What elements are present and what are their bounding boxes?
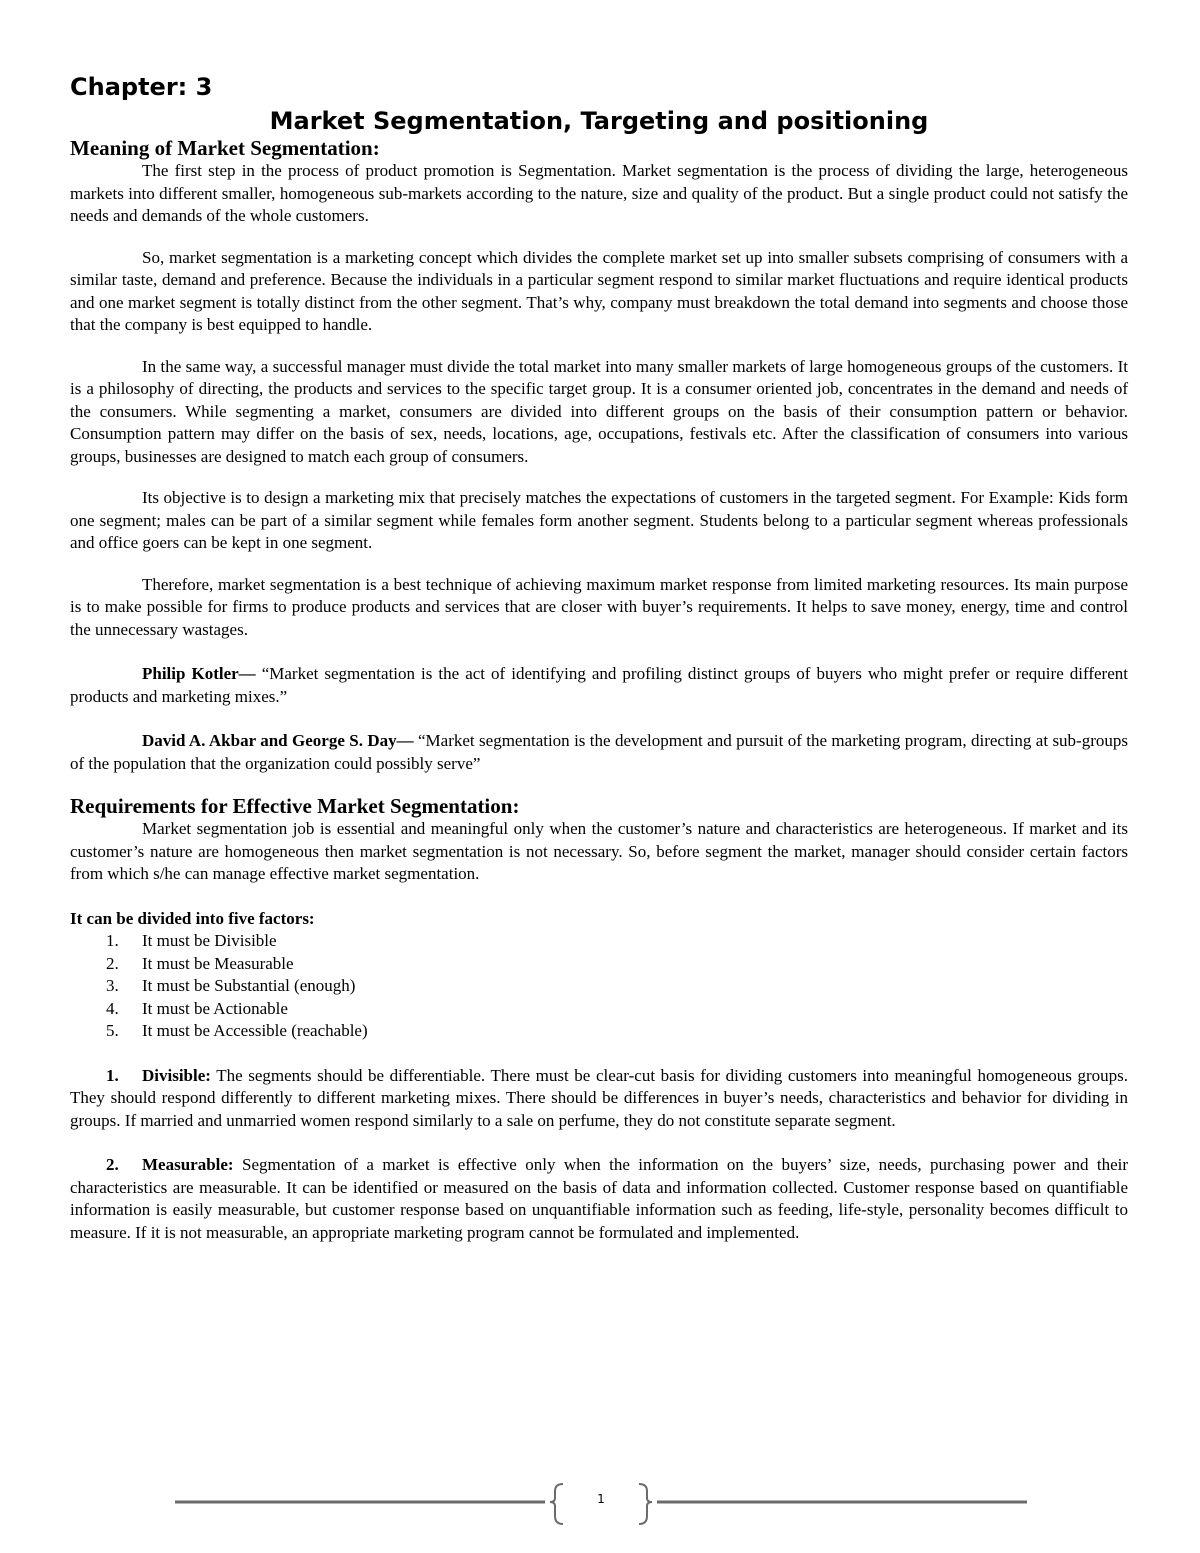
detail-number: 2. [106,1155,119,1174]
quote-author: David A. Akbar and George S. Day— [142,731,414,750]
list-number: 5. [106,1021,119,1040]
section-heading-requirements: Requirements for Effective Market Segmentation: [70,794,520,818]
paragraph: In the same way, a successful manager must divide the total market into many smaller markets of large homogeneous groups of the customers. It is a philosophy of directing, the products and services to the specific target group. It is a consumer oriented job, concentrates in the demand and needs of the consumers. While segmenting a market, consumers are divided into different groups on the basis of their consumption pattern or behavior. Consumption pattern may differ on the basis of sex, needs, locations, age, occupations, festivals etc. After the classification of consumers into various groups, businesses are designed to match each group of consumers. [70,356,1128,466]
list-item-text: It must be Divisible [142,931,277,950]
detail-term: Measurable: [142,1155,234,1174]
quote-text: “Market segmentation is the act of identifying and profiling distinct groups of buyers who might prefer or require different products and marketing mixes.” [70,664,1128,706]
factors-heading: It can be divided into five factors: [70,908,315,928]
list-item [70,953,1128,976]
quote-text: “Market segmentation is the development and pursuit of the marketing program, directing at sub-groups of the population that the organization could possibly serve” [70,731,1128,773]
list-number: 3. [106,976,119,995]
paragraph: So, market segmentation is a marketing concept which divides the complete market set up into smaller subsets comprising of consumers with a similar taste, demand and preference. Because the individuals in a particular segment respond to similar market fluctuations and require identical products and one market segment is totally distinct from the other segment. That’s why, company must breakdown the total demand into segments and choose those that the company is best equipped to handle. [70,247,1128,334]
detail-text: The segments should be differentiable. There must be clear-cut basis for dividing customers into meaningful homogeneous groups. They should respond differently to different marketing mixes. There should be differences in buyer’s needs, characteristics and behavior for dividing in groups. If married and unmarried women respond similarly to a sale on perfume, they do not constitute separate segment. [70,1065,1128,1130]
list-item [70,930,1128,953]
detail-number: 1. [106,1065,119,1085]
list-number: 1. [106,931,119,950]
list-item-text: It must be Substantial (enough) [142,976,356,995]
document-page [70,70,1128,1266]
page-number: 1 [597,1492,605,1506]
list-item-text: It must be Measurable [142,953,294,973]
factor-detail-measurable [70,1154,1128,1244]
paragraph: Its objective is to design a marketing mix that precisely matches the expectations of customers in the targeted segment. For Example: Kids form one segment; males can be part of a similar segment while females form another segment. Students belong to a particular segment whereas professionals and office goers can be kept in one segment. [70,488,1128,552]
detail-text: Segmentation of a market is effective only when the information on the buyers’ size, needs, purchasing power and their characteristics are measurable. It can be identified or measured on the basis of data and information collected. Customer response based on quantifiable information is easily measurable, but customer response based on unquantifiable information such as feeding, life-style, personality becomes difficult to measure. If it is not measurable, an appropriate marketing program cannot be formulated and implemented. [70,1155,1128,1242]
list-number: 2. [106,953,119,973]
list-item [70,1020,1128,1043]
list-item-text: It must be Accessible (reachable) [142,1021,368,1040]
chapter-label: Chapter: 3 [70,73,213,101]
factors-list [70,930,1128,1043]
definition-quote [70,663,1128,708]
list-item [70,975,1128,998]
factor-detail-divisible [70,1065,1128,1133]
quote-author: Philip Kotler— [142,664,256,683]
section-heading-meaning: Meaning of Market Segmentation: [70,136,380,160]
paragraph: Market segmentation job is essential and meaningful only when the customer’s nature and characteristics are heterogeneous. If market and its customer’s nature are homogeneous then market segmentation is not necessary. So, before segment the market, manager should consider certain factors from which s/he can manage effective market segmentation. [70,819,1128,883]
list-number: 4. [106,998,119,1018]
detail-term: Divisible: [142,1065,211,1085]
page-title: Market Segmentation, Targeting and positioning [269,107,929,135]
list-item [70,998,1128,1021]
page-footer [175,1478,1027,1528]
definition-quote [70,730,1128,775]
list-item-text: It must be Actionable [142,998,288,1018]
paragraph: Therefore, market segmentation is a best technique of achieving maximum market response from limited marketing resources. Its main purpose is to make possible for firms to produce products and services that are closer with buyer’s requirements. It helps to save money, energy, time and control the unnecessary wastages. [70,574,1128,639]
paragraph: The first step in the process of product promotion is Segmentation. Market segmentation is the process of dividing the large, heterogeneous markets into different smaller, homogeneous sub-markets according to the nature, size and quality of the product. But a single product could not satisfy the needs and demands of the whole customers. [70,161,1128,225]
